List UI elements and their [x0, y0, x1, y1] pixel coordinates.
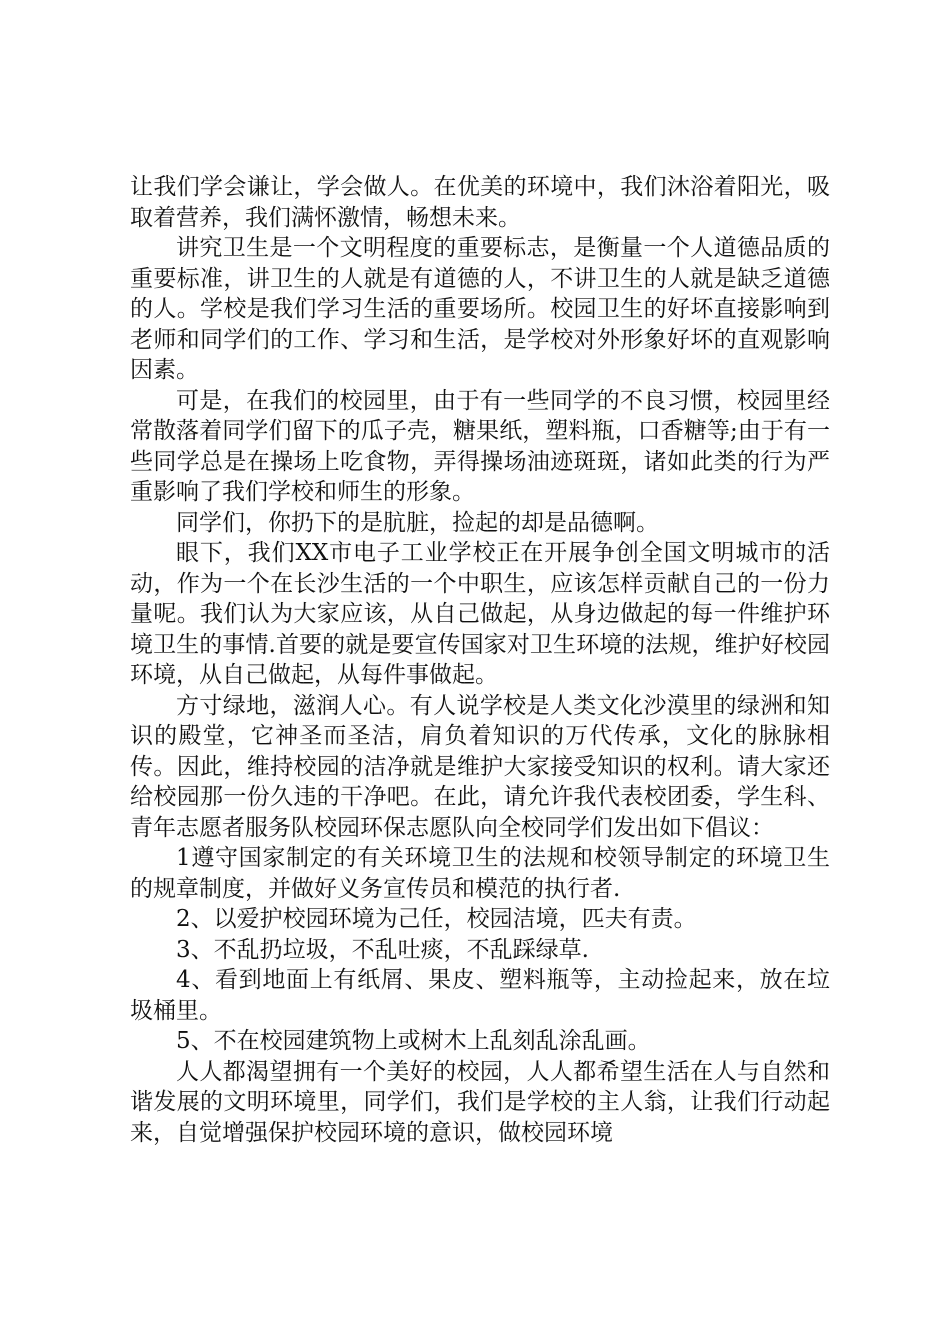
paragraph-3: 可是，在我们的校园里，由于有一些同学的不良习惯，校园里经常散落着同学们留下的瓜子壳，糖果纸，塑料瓶，口香糖等;由于有一些同学总是在操场上吃食物，弄得操场油迹斑斑，诸如此类的行为严重影响了我们学校和师生的形象。	[130, 387, 830, 505]
list-item-2: 2、以爱护校园环境为己任，校园洁境，匹夫有责。	[176, 906, 697, 932]
paragraph-1: 让我们学会谦让，学会做人。在优美的环境中，我们沐浴着阳光，吸取着营养，我们满怀激情，畅想未来。	[130, 174, 830, 231]
list-item-4: 4、看到地面上有纸屑、果皮、塑料瓶等，主动捡起来，放在垃圾桶里。	[130, 967, 830, 1024]
paragraph-closing: 人人都渴望拥有一个美好的校园，人人都希望生活在人与自然和谐发展的文明环境里，同学们，我们是学校的主人翁，让我们行动起来，自觉增强保护校园环境的意识，做校园环境	[130, 1058, 830, 1146]
paragraph-6: 方寸绿地，滋润人心。有人说学校是人类文化沙漠里的绿洲和知识的殿堂，它神圣而圣洁，肩负着知识的万代传承，文化的脉脉相传。因此，维持校园的洁净就是维护大家接受知识的权利。请大家还给校园那一份久违的干净吧。在此，请允许我代表校团委，学生科、青年志愿者服务队校园环保志愿队向全校同学们发出如下倡议：	[130, 692, 830, 841]
document-body	[130, 172, 830, 1148]
list-item-1: 1遵守国家制定的有关环境卫生的法规和校领导制定的环境卫生的规章制度，并做好义务宣传员和模范的执行者.	[130, 845, 830, 902]
paragraph-5: 眼下，我们XX市电子工业学校正在开展争创全国文明城市的活动，作为一个在长沙生活的一个中职生，应该怎样贡献自己的一份力量呢。我们认为大家应该，从自己做起，从身边做起的每一件维护环境卫生的事情.首要的就是要宣传国家对卫生环境的法规，维护好校园环境，从自己做起，从每件事做起。	[130, 540, 830, 688]
paragraph-4: 同学们，你扔下的是肮脏，捡起的却是品德啊。	[176, 509, 659, 536]
list-item-3: 3、不乱扔垃圾，不乱吐痰，不乱踩绿草.	[176, 936, 589, 963]
paragraph-2: 讲究卫生是一个文明程度的重要标志，是衡量一个人道德品质的重要标准，讲卫生的人就是有道德的人，不讲卫生的人就是缺乏道德的人。学校是我们学习生活的重要场所。校园卫生的好坏直接影响到老师和同学们的工作、学习和生活，是学校对外形象好坏的直观影响因素。	[130, 235, 830, 383]
list-item-5: 5、不在校园建筑物上或树木上乱刻乱涂乱画。	[176, 1028, 651, 1054]
